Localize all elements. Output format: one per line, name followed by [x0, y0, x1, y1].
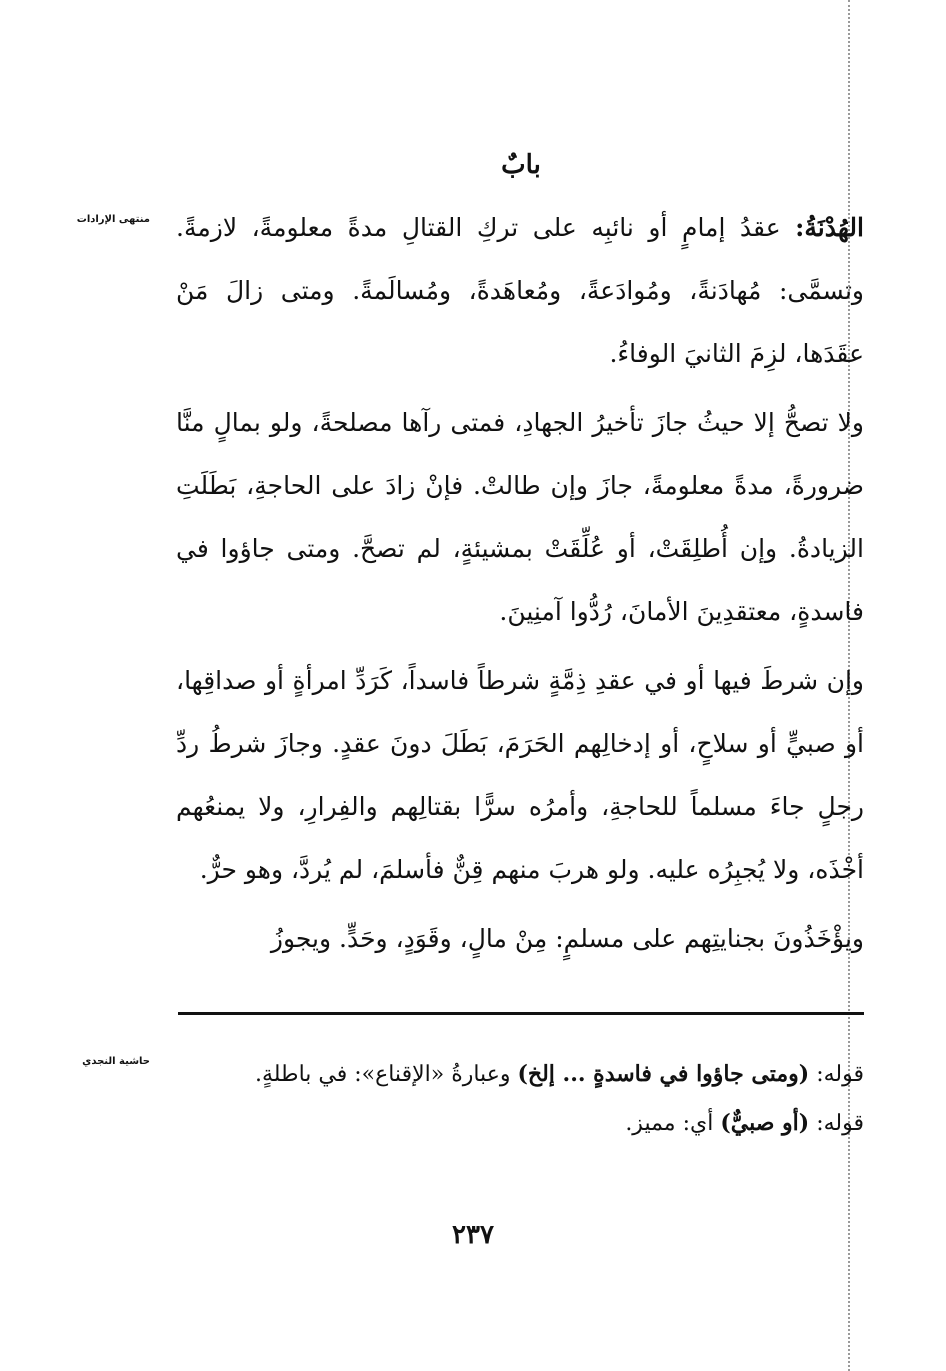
footnote-separator-rule — [178, 1012, 864, 1015]
footnote-1-prefix: قوله: — [816, 1062, 864, 1087]
paragraph-1-text: عقدُ إمامٍ أو نائبِه على تركِ القتالِ مدةً معلومةً، لازمةً. وتسمَّى: مُهادَنةً، ومُوادَعةً، ومُعاهَدةً، ومُسالَمةً. ومتى زالَ مَنْ عقَدَها، لزِمَ الثانيَ الوفاءُ. — [176, 213, 864, 368]
defined-term: الهُدْنَةُ: — [795, 213, 864, 242]
footnote-2-quote: (أو صبيٌّ) — [720, 1110, 810, 1136]
paragraph-3: وإن شرطَ فيها أو في عقدِ ذِمَّةٍ شرطاً فاسداً، كَرَدِّ امرأةٍ أو صداقِها، أو صبيٍّ أو سلاحٍ، أو إدخالِهم الحَرَمَ، بَطَلَ دونَ عقدٍ. وجازَ شرطُ ردِّ رجلٍ جاءَ مسلماً للحاجةِ، وأمرُه سرًّا بقتالِهم والفِرارِ، ولا يمنعُهم أخْذَه، ولا يُجبِرُه عليه. ولو هربَ منهم قِنٌّ فأسلمَ، لم يُردَّ، وهو حرٌّ. — [176, 666, 864, 884]
margin-label-notes: حاشية النجدي — [82, 1056, 150, 1067]
footnote-2-prefix: قوله: — [816, 1111, 864, 1136]
main-text — [176, 196, 864, 970]
footnotes — [176, 1050, 864, 1148]
footnote-1-text: وعبارةُ «الإقناع»: في باطلةٍ. — [254, 1062, 511, 1087]
page-number: ٢٣٧ — [452, 1220, 494, 1250]
footnote-1 — [176, 1050, 864, 1099]
footnote-1-quote: (ومتى جاؤوا في فاسدةٍ ... إلخ) — [517, 1061, 810, 1087]
chapter-heading: بابٌ — [501, 150, 541, 180]
footnote-2-text: أي: مميز. — [625, 1111, 714, 1136]
margin-label-main-text: منتهى الإرادات — [76, 214, 150, 225]
paragraph-1 — [176, 196, 864, 385]
footnote-2 — [176, 1099, 864, 1148]
paragraph-2: ولا تصحُّ إلا حيثُ جازَ تأخيرُ الجهادِ، فمتى رآها مصلحةً، ولو بمالٍ منَّا ضرورةً، مدةً معلومةً، جازَ وإن طالتْ. فإنْ زادَ على الحاجةِ، بَطَلَتِ الزيادةُ. وإن أُطلِقَتْ، أو عُلِّقَتْ بمشيئةٍ، لم تصحَّ. ومتى جاؤوا في فاسدةٍ، معتقدِينَ الأمانَ، رُدُّوا آمنِينَ. — [176, 408, 864, 626]
paragraph-4: ويؤْخَذُونَ بجنايتِهم على مسلمٍ: مِنْ مالٍ، وقَوَدٍ، وحَدٍّ. ويجوزُ — [270, 924, 864, 953]
